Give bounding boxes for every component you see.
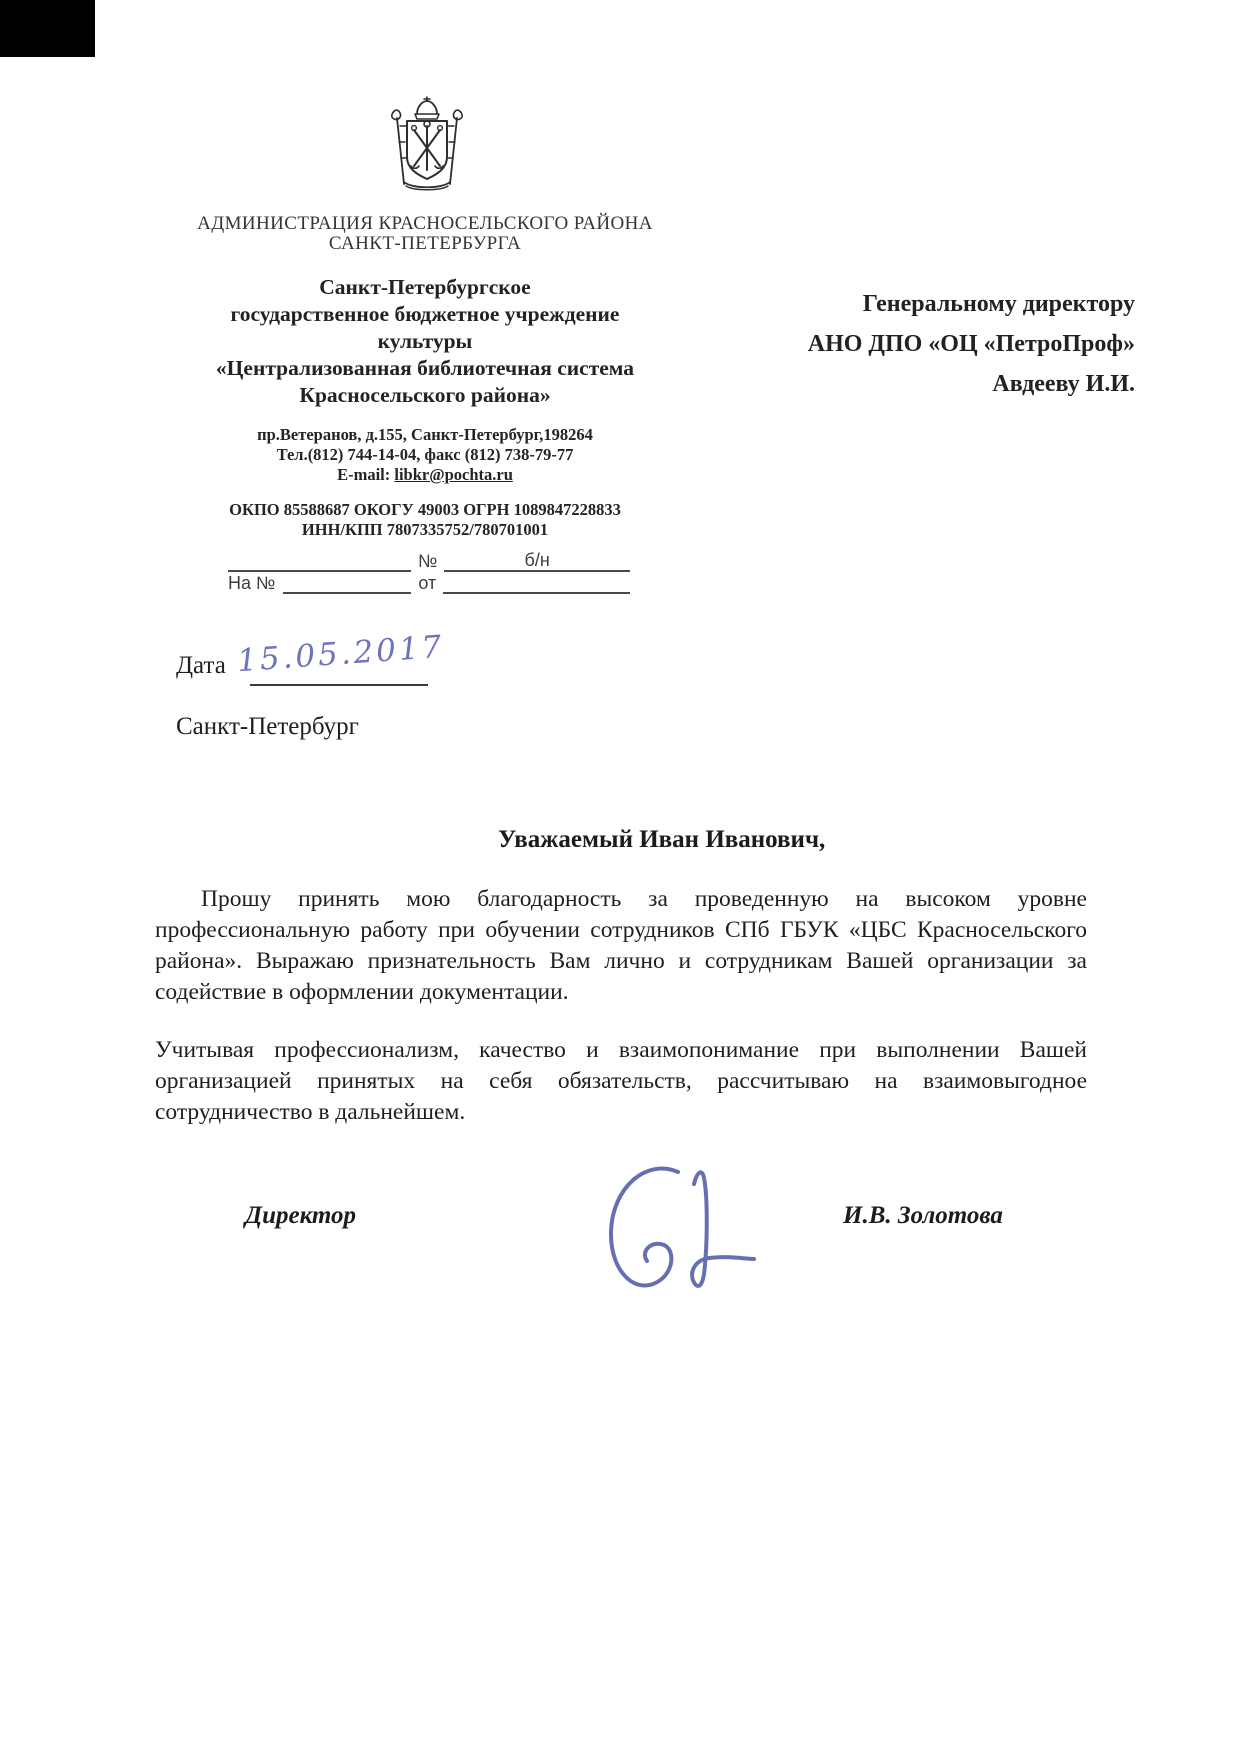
handwritten-signature (578, 1158, 778, 1303)
letterhead (150, 214, 700, 540)
ot-label: от (418, 573, 437, 593)
org-address: пр.Ветеранов, д.155, Санкт-Петербург,198264 (257, 425, 593, 444)
recipient-organization: АНО ДПО «ОЦ «ПетроПроф» (807, 331, 1135, 357)
org-line: государственное бюджетное учреждение (230, 302, 620, 326)
org-line: Санкт-Петербургское (319, 275, 531, 299)
organization-name (150, 274, 700, 409)
reference-number-block (228, 550, 630, 594)
incoming-number-blank (283, 572, 411, 594)
org-registry-codes (150, 500, 700, 540)
okpo-ogrn-line: ОКПО 85588687 ОКОГУ 49003 ОГРН 1089847228833 (229, 500, 621, 519)
handwritten-date: 15.05.2017 (235, 628, 446, 680)
org-email-line (150, 465, 700, 485)
na-number-label: На № (228, 573, 276, 593)
salutation: Уважаемый Иван Иванович, (498, 826, 826, 853)
admin-city-line: САНКТ-ПЕТЕРБУРГА (328, 233, 522, 254)
signer-title: Директор (245, 1202, 357, 1229)
paragraph-1: Прошу принять мою благодарность за проведенную на высоком уровне профессиональную работу при обучении сотрудников СПб ГБУК «ЦБС Красносельского района». Выражаю признательность Вам лично и сотрудникам Вашей организации за содействие в оформлении документации. (155, 886, 1087, 1005)
letter-body (155, 884, 1087, 1128)
inn-kpp-line: ИНН/КПП 7807335752/780701001 (301, 520, 549, 539)
org-phone-fax: Тел.(812) 744-14-04, факс (812) 738-79-77 (276, 445, 574, 464)
email-label: E-mail: (337, 465, 391, 484)
date-label: Дата (176, 652, 226, 679)
city-line: Санкт-Петербург (176, 713, 359, 740)
signer-name: И.В. Золотова (843, 1202, 1003, 1229)
recipient-block (715, 284, 1135, 404)
outgoing-number-value: б/н (444, 550, 630, 572)
recipient-name: Авдееву И.И. (992, 371, 1135, 397)
email-value: libkr@pochta.ru (394, 465, 513, 484)
org-line: Красносельского района» (299, 383, 551, 407)
recipient-position: Генеральному директору (862, 291, 1135, 317)
date-underline (250, 684, 428, 686)
scan-black-corner (0, 0, 95, 57)
outgoing-date-blank (228, 550, 411, 572)
paragraph-2: Учитывая профессионализм, качество и взаимопонимание при выполнении Вашей организацией принятых на себя обязательств, рассчитываю на взаимовыгодное сотрудничество в дальнейшем. (155, 1037, 1087, 1125)
coat-of-arms-icon (384, 96, 470, 198)
incoming-number-row (228, 572, 630, 594)
incoming-date-blank (443, 572, 630, 594)
admin-name-line: АДМИНИСТРАЦИЯ КРАСНОСЕЛЬСКОГО РАЙОНА (197, 213, 653, 234)
number-label: № (418, 551, 438, 571)
outgoing-number-row (228, 550, 630, 572)
org-contacts (150, 425, 700, 485)
org-line: культуры (377, 329, 473, 353)
org-line: «Централизованная библиотечная система (215, 356, 635, 380)
